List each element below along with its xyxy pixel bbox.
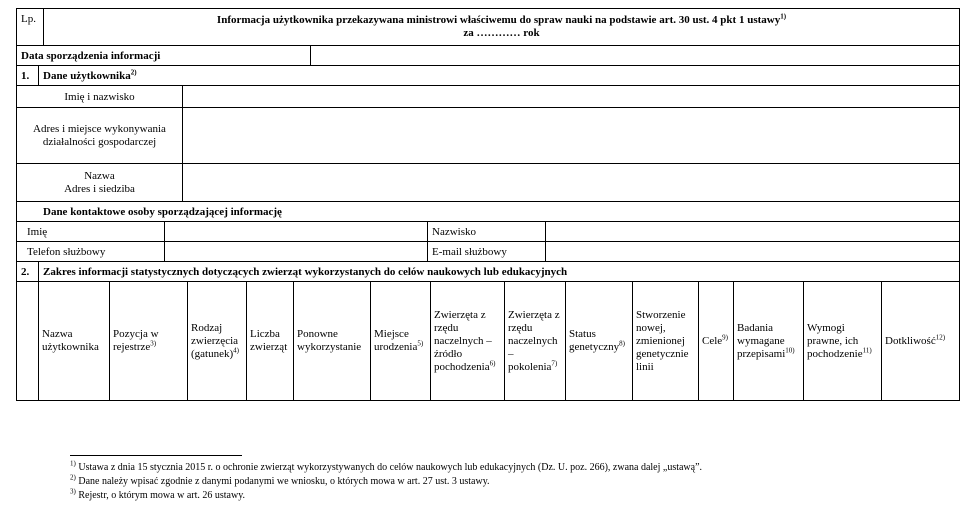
section1-header [17,65,959,85]
column-header: Badania wymagane przepisami$^{10)}$ [733,282,803,400]
section1-number: 1. [21,70,30,82]
contact-email-label: E-mail służbowy [427,242,545,261]
statistical-info-form [16,8,960,401]
section2-number: 2. [21,266,30,278]
date-label: Data sporządzenia informacji [21,50,161,62]
column-header: Rodzaj zwierzęcia (gatunek)$^{4)}$ [187,282,246,400]
user-address-row [17,107,959,163]
column-header: Nazwa użytkownika [38,282,109,400]
contact-last-name-label: Nazwisko [427,222,545,241]
column-header: Zwierzęta z rzędu naczelnych – źródło pochodzenia$^{6)}$ [430,282,504,400]
contact-phone-row [17,241,959,261]
column-header: Cele$^{9)}$ [698,282,733,400]
section1-title-text: Dane użytkownika [43,70,131,82]
contact-last-name-field[interactable] [545,222,959,241]
contact-first-name-field[interactable] [164,222,427,241]
form-title [43,9,959,45]
user-company-label-line2: Adres i siedziba [64,182,135,195]
contact-name-row [17,221,959,241]
footnote: $^{2)}$ Dane należy wpisać zgodnie z danymi podanymi we wniosku, o których mowa w art. 27 ust. 3 ustawy. [70,473,490,487]
user-address-field[interactable] [182,108,959,163]
year-line: za ………… rok [463,27,540,39]
user-address-label [17,108,182,163]
form-title-text: Informacja użytkownika przekazywana ministrowi właściwemu do spraw nauki na podstawie art. 30 ust. 4 pkt 1 ustawy [216,14,781,26]
column-header: Miejsce urodzenia$^{5)}$ [370,282,430,400]
footnote: $^{3)}$ Rejestr, o którym mowa w art. 26 ustawy. [70,487,246,501]
user-name-field[interactable] [182,86,959,107]
contact-phone-label: Telefon służbowy [27,246,106,258]
section1-title-ref: 2) [130,68,137,77]
column-header: Wymogi prawne, ich pochodzenie$^{11)}$ [803,282,881,400]
user-company-row [17,163,959,201]
form-title-ref: 1) [780,12,787,21]
column-header: Ponowne wykorzystanie [293,282,370,400]
date-row [17,45,959,65]
footnotes [70,456,940,502]
user-company-label-line1: Nazwa [84,169,115,182]
contact-title: Dane kontaktowe osoby sporządzającej informację [43,206,282,218]
column-header: Dotkliwość$^{12)}$ [881,282,959,400]
column-header: Status genetyczny$^{8)}$ [565,282,632,400]
stats-columns-row [17,281,959,400]
contact-email-field[interactable] [545,242,959,261]
date-field[interactable] [310,46,959,65]
column-header: Stworzenie nowej, zmienionej genetycznie linii [632,282,698,400]
user-company-label [17,164,182,201]
user-address-label-line2: działalności gospodarczej [42,135,157,148]
column-header: Pozycja w rejestrze$^{3)}$ [109,282,187,400]
column-header: Liczba zwierząt [246,282,293,400]
footnote: $^{1)}$ Ustawa z dnia 15 stycznia 2015 r. o ochronie zwierząt wykorzystywanych do celów naukowych lub edukacyjnych (Dz. U. poz. 266), zwana dalej „ustawą”. [70,459,703,473]
section1-title [38,66,959,85]
section2-header [17,261,959,281]
column-header: Zwierzęta z rzędu naczelnych – pokolenia$^{7)}$ [504,282,565,400]
contact-phone-field[interactable] [164,242,427,261]
contact-header-row [17,201,959,221]
user-address-label-line1: Adres i miejsce wykonywania [33,122,166,135]
lp-label: Lp. [21,13,36,25]
user-name-row [17,85,959,107]
user-name-label: Imię i nazwisko [64,91,135,103]
section2-title: Zakres informacji statystycznych dotyczących zwierząt wykorzystanych do celów naukowych lub edukacyjnych [38,262,959,281]
user-company-field[interactable] [182,164,959,201]
contact-first-name-label: Imię [27,226,48,238]
stats-lp-spacer [17,282,38,400]
form-header-row [17,9,959,45]
